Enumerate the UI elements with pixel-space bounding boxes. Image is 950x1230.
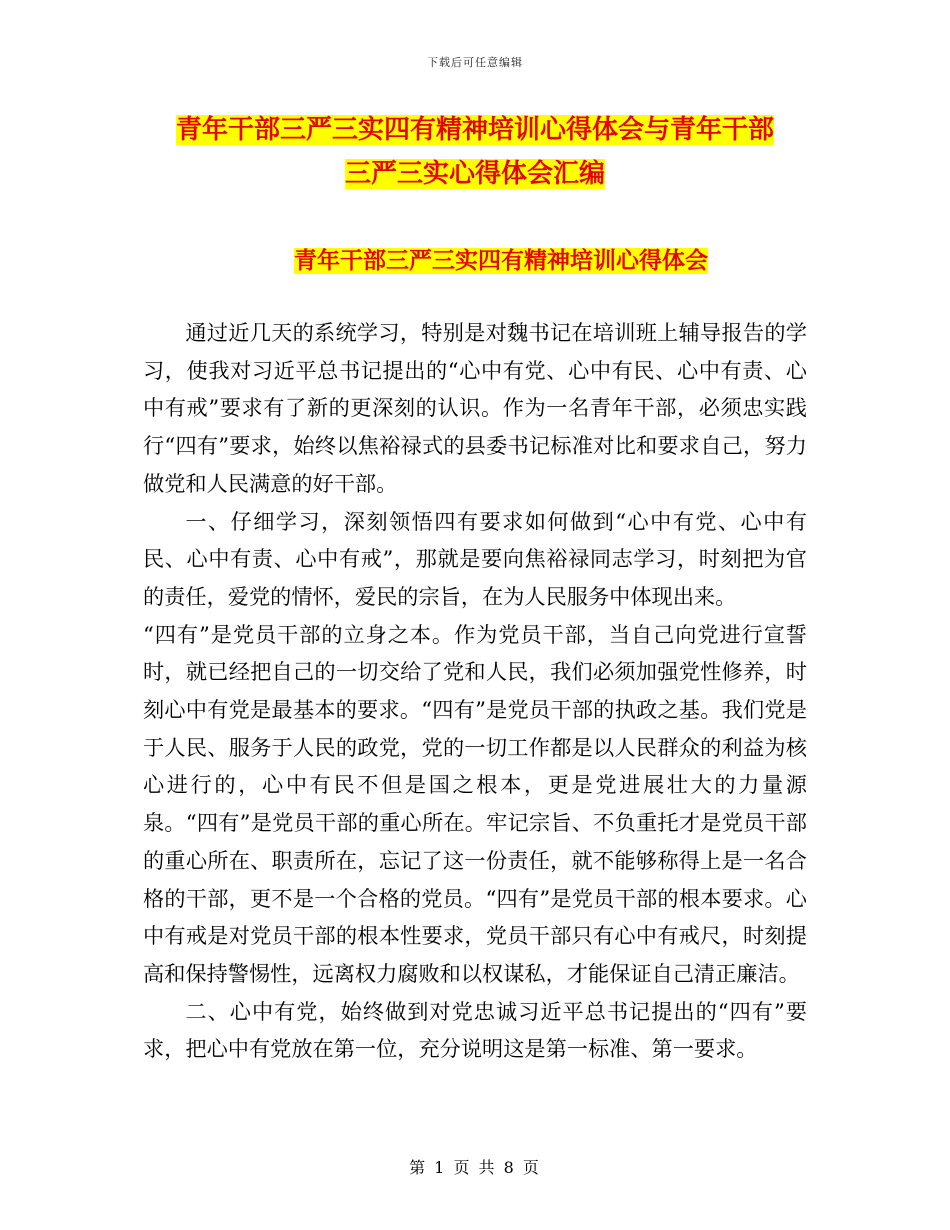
body-paragraph-four-haves: “四有”是党员干部的立身之本。作为党员干部，当自己向党进行宣誓时，就已经把自己的一切交给了党和人民，我们必须加强党性修养，时刻心中有党是最基本的要求。“四有”是党员干部的执政之基。我们党是于人民、服务于人民的政党，党的一切工作都是以人民群众的利益为核心进行的，心中有民不但是国之根本，更是党进展壮大的力量源泉。“四有”是党员干部的重心所在。牢记宗旨、不负重托才是党员干部的重心所在、职责所在，忘记了这一份责任，就不能够称得上是一名合格的干部，更不是一个合格的党员。“四有”是党员干部的根本要求。心中有戒是对党员干部的根本性要求，党员干部只有心中有戒尺，时刻提高和保持警惕性，远离权力腐败和以权谋私，才能保证自己清正廉洁。 [143,621,807,986]
body-paragraph-intro: 通过近几天的系统学习，特别是对魏书记在培训班上辅导报告的学习，使我对习近平总书记提出的“心中有党、心中有民、心中有责、心中有戒”要求有了新的更深刻的认识。作为一名青年干部，必须忠实践行“四有”要求，始终以焦裕禄式的县委书记标准对比和要求自己，努力做党和人民满意的好干部。 [143,320,807,496]
page-footer-number: 第 1 页 共 8 页 [409,1158,541,1177]
section-title-text: 青年干部三严三实四有精神培训心得体会 [294,248,708,274]
section-title [0,245,950,277]
document-title-line-1-text: 青年干部三严三实四有精神培训心得体会与青年干部 [175,115,774,145]
document-title-line-1 [0,113,950,147]
body-paragraph-point-two: 二、心中有党，始终做到对党忠诚习近平总书记提出的“四有”要求，把心中有党放在第一位，充分说明这是第一标准、第一要求。 [143,998,807,1062]
page-header-note: 下载后可任意编辑 [427,56,523,69]
document-title-line-2-text: 三严三实心得体会汇编 [344,159,605,189]
document-body [143,314,807,1068]
body-paragraph-point-one: 一、仔细学习，深刻领悟四有要求如何做到“心中有党、心中有民、心中有责、心中有戒”，那就是要向焦裕禄同志学习，时刻把为官的责任，爱党的情怀，爱民的宗旨，在为人民服务中体现出来。 [143,508,807,609]
document-title-line-2 [0,157,950,191]
